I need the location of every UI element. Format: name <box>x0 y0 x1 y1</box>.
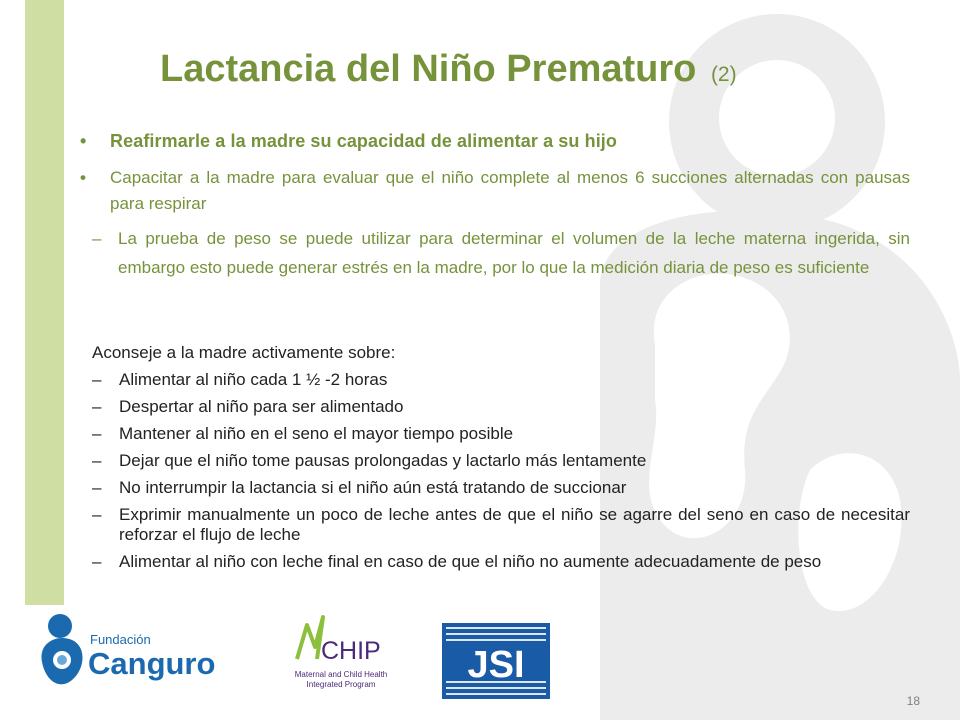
list-item <box>92 370 910 390</box>
dash-marker: – <box>92 397 102 416</box>
dash-marker: – <box>92 478 102 497</box>
dash-marker: – <box>92 229 102 248</box>
list-item-text: Dejar que el niño tome pausas prolongadas y lactarlo más lentamente <box>119 451 647 470</box>
list-item <box>92 397 910 417</box>
bullet-capacitar <box>80 165 910 217</box>
dash-marker: – <box>92 552 102 571</box>
dash-marker: – <box>92 424 102 443</box>
bullet-reafirmar <box>80 128 910 154</box>
sub-bullet-text: La prueba de peso se puede utilizar para determinar el volumen de la leche materna ingerida, sin embargo esto puede generar estrés en la madre, por lo que la medición diaria de peso es suficiente <box>118 229 910 277</box>
mchip-logo-line1: Maternal and Child Health <box>294 670 388 679</box>
list-item-text: Alimentar al niño cada 1 ½ -2 horas <box>119 370 388 389</box>
dash-marker: – <box>92 505 102 524</box>
sub-bullet-prueba-peso <box>92 224 910 282</box>
fundacion-canguro-logo <box>38 612 238 692</box>
title-suffix: (2) <box>710 63 737 86</box>
list-item <box>92 424 910 444</box>
mchip-logo <box>287 607 395 697</box>
mchip-logo-main: CHIP <box>321 637 381 665</box>
jsi-logo <box>442 623 550 699</box>
bullet-marker: • <box>80 168 86 187</box>
list-item-text: No interrumpir la lactancia si el niño aún está tratando de succionar <box>119 478 627 497</box>
dash-marker: – <box>92 451 102 470</box>
list-item-text: Alimentar al niño con leche final en caso de que el niño no aumente adecuadamente de peso <box>119 552 822 571</box>
dash-marker: – <box>92 370 102 389</box>
list-item <box>92 552 910 572</box>
mchip-logo-line2: Integrated Program <box>306 680 376 689</box>
canguro-logo-top: Fundación <box>90 632 151 647</box>
canguro-logo-main: Canguro <box>88 646 216 681</box>
advice-list <box>92 370 910 579</box>
bullet-text: Capacitar a la madre para evaluar que el niño complete al menos 6 succiones alternadas con pausas para respirar <box>110 168 910 213</box>
list-item-text: Mantener al niño en el seno el mayor tiempo posible <box>119 424 514 443</box>
page-number: 18 <box>906 694 920 708</box>
list-item <box>92 451 910 471</box>
canguro-mother-child-icon <box>41 614 82 684</box>
list-item <box>92 505 910 545</box>
jsi-logo-text: JSI <box>467 644 525 686</box>
list-item-text: Despertar al niño para ser alimentado <box>119 397 404 416</box>
list-item-text: Exprimir manualmente un poco de leche antes de que el niño se agarre del seno en caso de necesitar reforzar el flujo de leche <box>119 505 910 544</box>
slide-title <box>160 48 940 91</box>
list-item <box>92 478 910 498</box>
bullet-text: Reafirmarle a la madre su capacidad de alimentar a su hijo <box>110 131 618 151</box>
title-text: Lactancia del Niño Prematuro <box>160 48 697 90</box>
accent-bar <box>25 0 64 605</box>
advice-heading: Aconseje a la madre activamente sobre: <box>92 343 396 362</box>
bullet-marker: • <box>80 131 87 151</box>
